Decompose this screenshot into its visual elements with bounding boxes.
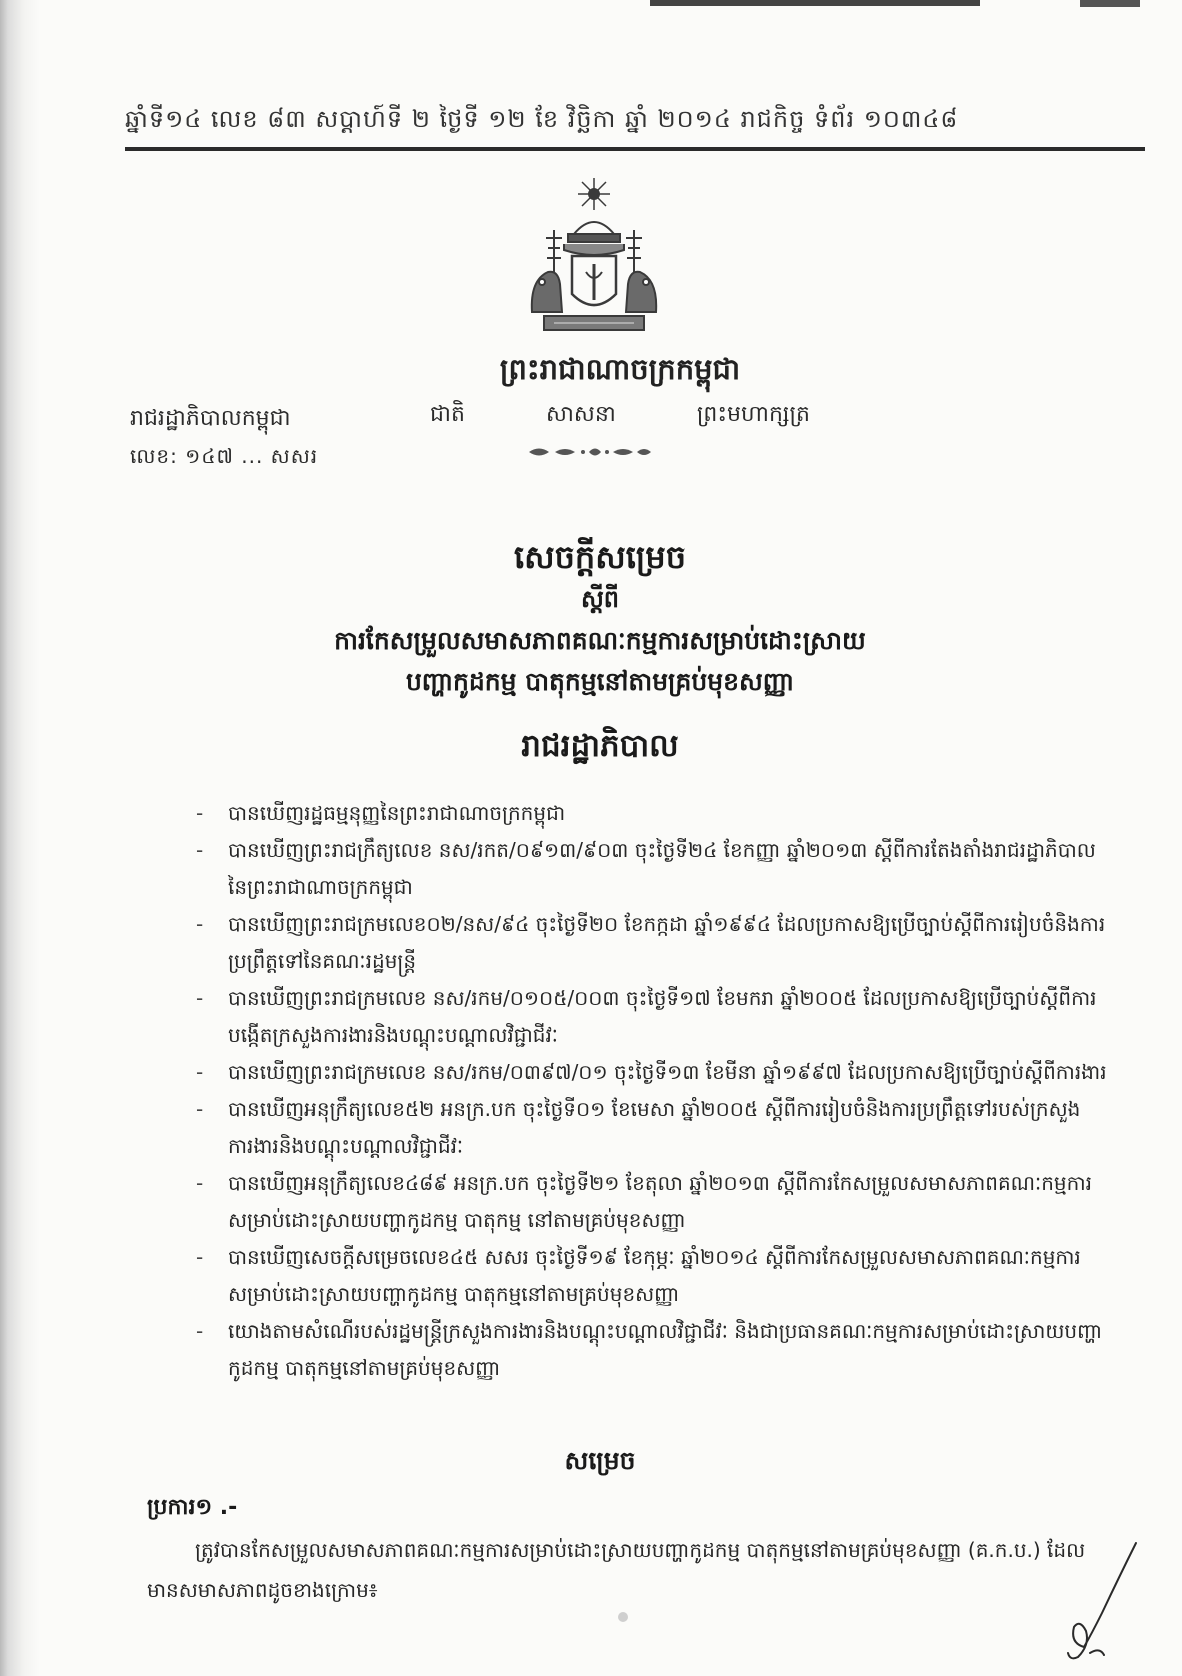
list-item: - យោងតាមសំណើរបស់រដ្ឋមន្ត្រីក្រសួងការងារនិងបណ្តុះបណ្តាលវិជ្ជាជីវៈ និងជាប្រធានគណៈកម្មការសម្រាប់ដោះស្រាយបញ្ហាកូដកម្ម បាតុកម្មនៅតាមគ្រប់មុខសញ្ញា — [196, 1313, 1111, 1387]
gazette-header-rule — [125, 147, 1145, 151]
list-item: - បានឃើញព្រះរាជក្រមលេខ នស/រកម/០៣៩៧/០១ ចុះថ្ងៃទី១៣ ខែមីនា ឆ្នាំ១៩៩៧ ដែលប្រកាសឱ្យប្រើច្បាប់ស្តីពីការងារ — [196, 1054, 1111, 1091]
scan-mark-top-right — [1080, 0, 1140, 7]
decision-heading: សម្រេច — [564, 1446, 636, 1475]
motto-religion: សាសនា — [545, 402, 616, 427]
page-mark — [618, 1612, 628, 1622]
list-item: - បានឃើញអនុក្រឹត្យលេខ៤៨៩ អនក្រ.បក ចុះថ្ងៃទី២១ ខែតុលា ឆ្នាំ២០១៣ ស្តីពីការកែសម្រួលសមាសភាពគណៈកម្មការសម្រាប់ដោះស្រាយបញ្ហាកូដកម្ម បាតុកម្ម នៅតាមគ្រប់មុខសញ្ញា — [196, 1165, 1111, 1239]
considerations-list — [196, 795, 1111, 1387]
article-1-text: ត្រូវបានកែសម្រួលសមាសភាពគណៈកម្មការសម្រាប់ដោះស្រាយបញ្ហាកូដកម្ម បាតុកម្មនៅតាមគ្រប់មុខសញ្ញា (គ.ក.ប.) ដែលមានសមាសភាពដូចខាងក្រោម៖ — [147, 1538, 1086, 1602]
scan-mark-top — [650, 0, 980, 6]
document-subject-line-2: បញ្ហាកូដកម្ម បាតុកម្មនៅតាមគ្រប់មុខសញ្ញា — [405, 667, 795, 696]
motto-ornament-icon — [525, 443, 655, 461]
list-item: - បានឃើញព្រះរាជក្រឹត្យលេខ នស/រកត/០៩១៣/៩០៣ ចុះថ្ងៃទី២៤ ខែកញ្ញា ឆ្នាំ២០១៣ ស្តីពីការតែងតាំងរាជរដ្ឋាភិបាលនៃព្រះរាជាណាចក្រកម្ពុជា — [196, 832, 1111, 906]
national-motto — [430, 400, 810, 432]
motto-king: ព្រះមហាក្សត្រ — [696, 402, 810, 427]
list-item: - បានឃើញសេចក្តីសម្រេចលេខ៤៥ សសរ ចុះថ្ងៃទី១៩ ខែកុម្ភៈ ឆ្នាំ២០១៤ ស្តីពីការកែសម្រួលសមាសភាពគណៈកម្មការសម្រាប់ដោះស្រាយបញ្ហាកូដកម្ម បាតុកម្មនៅតាមគ្រប់មុខសញ្ញា — [196, 1239, 1111, 1313]
list-item: - បានឃើញព្រះរាជក្រមលេខ០២/នស/៩៤ ចុះថ្ងៃទី២០ ខែកក្កដា ឆ្នាំ១៩៩៤ ដែលប្រកាសឱ្យប្រើច្បាប់ស្តីពីការរៀបចំនិងការប្រព្រឹត្តទៅនៃគណៈរដ្ឋមន្ត្រី — [196, 906, 1111, 980]
reference-number: លេខ: ១៤៧ ... សសរ — [130, 444, 319, 468]
list-item: - បានឃើញអនុក្រឹត្យលេខ៥២ អនក្រ.បក ចុះថ្ងៃទី០១ ខែមេសា ឆ្នាំ២០០៥ ស្តីពីការរៀបចំនិងការប្រព្រឹត្តទៅរបស់ក្រសួងការងារនិងបណ្តុះបណ្តាលវិជ្ជាជីវៈ — [196, 1091, 1111, 1165]
kingdom-title: ព្រះរាជាណាចក្រកម្ពុជា — [499, 352, 741, 386]
motto-nation: ជាតិ — [430, 402, 465, 427]
royal-emblem-icon — [524, 172, 664, 342]
issuing-government: រាជរដ្ឋាភិបាលកម្ពុជា — [130, 406, 291, 431]
scan-shadow-left — [0, 0, 40, 1676]
issuer-heading: រាជរដ្ឋាភិបាល — [521, 728, 679, 764]
article-1-heading: ប្រការ១ .- — [147, 1495, 238, 1520]
document-subject-line-1: ការកែសម្រួលសមាសភាពគណៈកម្មការសម្រាប់ដោះស្រាយ — [334, 626, 866, 655]
signature-icon — [1040, 1535, 1150, 1665]
document-type-title: សេចក្តីសម្រេច — [513, 538, 687, 576]
list-item: - បានឃើញរដ្ឋធម្មនុញ្ញនៃព្រះរាជាណាចក្រកម្ពុជា — [196, 795, 1111, 832]
list-item: - បានឃើញព្រះរាជក្រមលេខ នស/រកម/០១០៥/០០៣ ចុះថ្ងៃទី១៧ ខែមករា ឆ្នាំ២០០៥ ដែលប្រកាសឱ្យប្រើច្បាប់ស្តីពីការបង្កើតក្រសួងការងារនិងបណ្តុះបណ្តាលវិជ្ជាជីវៈ — [196, 980, 1111, 1054]
document-on-label: ស្តីពី — [580, 585, 620, 613]
gazette-header: ឆ្នាំទី១៤ លេខ ៨៣ សប្តាហ៍ទី ២ ថ្ងៃទី ១២ ខែ វិច្ឆិកា ឆ្នាំ ២០១៤ រាជកិច្ច ទំព័រ ១០៣៤៨ — [125, 105, 959, 133]
